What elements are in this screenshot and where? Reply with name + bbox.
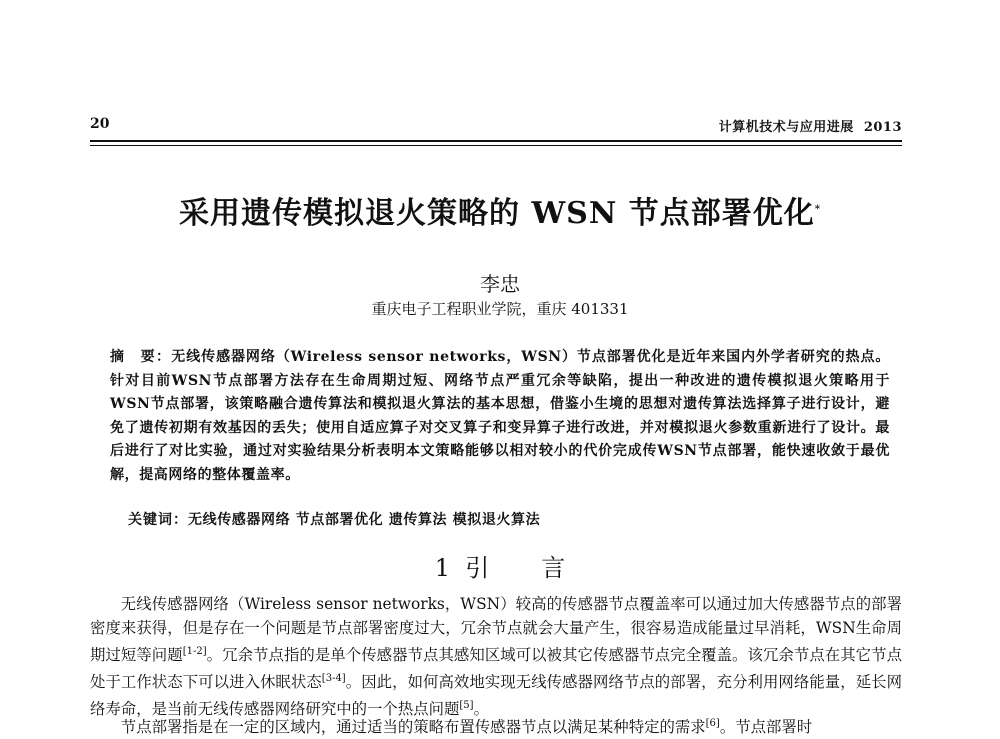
abstract-label: 摘 要：	[110, 349, 172, 365]
keywords-text: 无线传感器网络 节点部署优化 遗传算法 模拟退火算法	[188, 512, 541, 528]
article-title-text: 采用遗传模拟退火策略的 WSN 节点部署优化	[179, 196, 815, 231]
p1-text-b: 。冗余节点指的是单个传感器节点其感知区域可以被其它传感器节点完全覆盖。该冗余节点在其它节点处于工作状态下可以进入休眠状态	[90, 646, 902, 692]
affiliation: 重庆电子工程职业学院，重庆 401331	[371, 300, 629, 318]
keywords	[128, 509, 888, 529]
title-footnote-mark: *	[814, 204, 821, 215]
p1-text-d: 。	[473, 700, 489, 719]
p1-text-c: 。因此，如何高效地实现无线传感器网络节点的部署，充分利用网络能量，延长网络寿命，是当前无线传感器网络研究中的一个热点问题	[90, 673, 902, 719]
article-title	[0, 188, 1000, 232]
p1-text-a: 无线传感器网络（Wireless sensor networks，WSN）较高的传感器节点覆盖率可以通过加大传感器节点的部署密度来获得，但是存在一个问题是节点部署密度过大，冗余节点就会大量产生，很容易造成能量过早消耗，WSN生命周期过短等问题	[90, 595, 902, 665]
p2-text-a: 节点部署指是在一定的区域内，通过适当的策略布置传感器节点以满足某种特定的需求	[120, 718, 706, 737]
abstract-text: 无线传感器网络（Wireless sensor networks，WSN）节点部署优化是近年来国内外学者研究的热点。针对目前WSN节点部署方法存在生命周期过短、网络节点严重冗余等缺陷，提出一种改进的遗传模拟退火策略用于WSN节点部署，该策略融合遗传算法和模拟退火算法的基本思想，借鉴小生境的思想对遗传算法选择算子进行设计，避免了遗传初期有效基因的丢失；使用自适应算子对交叉算子和变异算子进行改进，并对模拟退火参数重新进行了设计。最后进行了对比实验，通过对实验结果分析表明本文策略能够以相对较小的代价完成传WSN节点部署，能快速收敛于最优解，提高网络的整体覆盖率。	[110, 349, 890, 483]
citation-5: [5]	[459, 700, 474, 712]
keywords-label: 关键词：	[128, 512, 188, 528]
page-number: 20	[90, 116, 110, 132]
section-heading	[0, 548, 1000, 583]
citation-6: [6]	[705, 718, 720, 729]
intro-paragraph-2	[90, 712, 902, 739]
header-rule-thick	[90, 140, 902, 142]
section-title-part-b: 言	[541, 554, 566, 582]
journal-year: 2013	[863, 120, 902, 135]
author-name: 李忠	[480, 272, 520, 296]
abstract	[110, 346, 890, 488]
running-header	[719, 116, 902, 135]
citation-1-2: [1-2]	[182, 646, 207, 657]
citation-3-4: [3-4]	[321, 673, 346, 685]
header-rule-thin	[90, 145, 902, 146]
section-number: 1	[434, 554, 450, 582]
intro-paragraph-1	[90, 592, 902, 721]
p2-text-b: 。节点部署时	[719, 718, 813, 737]
journal-name: 计算机技术与应用进展	[718, 120, 854, 135]
section-title-part-a: 引	[465, 554, 490, 582]
